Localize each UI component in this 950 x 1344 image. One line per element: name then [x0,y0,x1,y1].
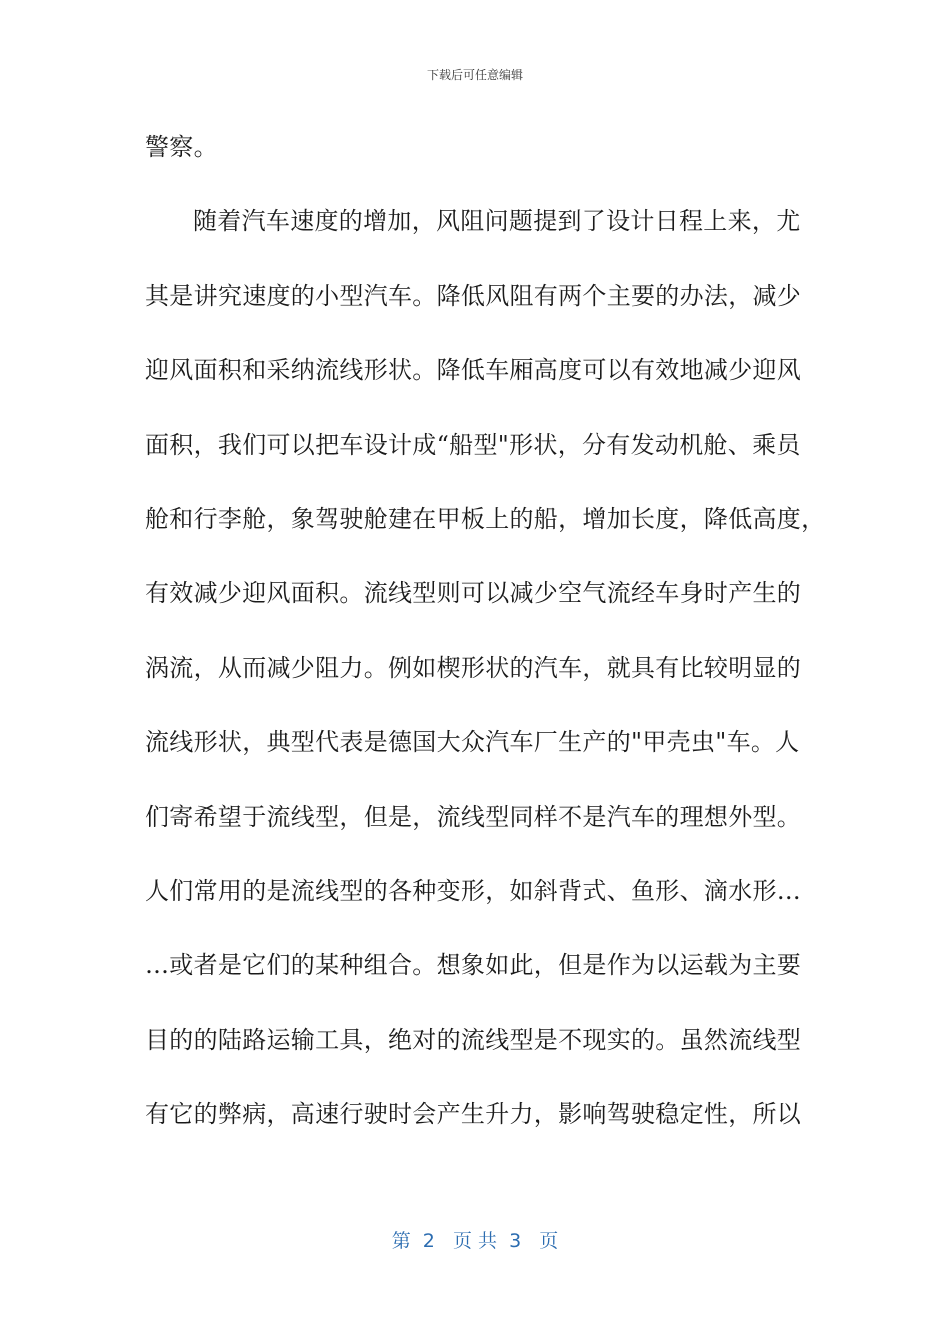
header-note: 下载后可任意编辑 [426,68,523,82]
paragraph-line: 其是讲究速度的小型汽车。降低风阻有两个主要的办法，减少 [145,281,802,310]
paragraph-line: 舱和行李舱，象驾驶舱建在甲板上的船，增加长度，降低高度， [145,504,826,533]
paragraph-line: …或者是它们的某种组合。想象如此，但是作为以运载为主要 [145,951,802,980]
page-number-footer: 第 2 页 共 3 页 [391,1230,559,1252]
paragraph-line: 流线形状，典型代表是德国大众汽车厂生产的"甲壳虫"车。人 [145,728,800,757]
paragraph-line: 有效减少迎风面积。流线型则可以减少空气流经车身时产生的 [145,579,802,608]
paragraph-line: 面积，我们可以把车设计成“船型"形状，分有发动机舱、乘员 [145,430,801,459]
paragraph-line: 迎风面积和采纳流线形状。降低车厢高度可以有效地减少迎风 [145,356,802,385]
paragraph-line: 人们常用的是流线型的各种变形，如斜背式、鱼形、滴水形… [145,876,802,905]
paragraph-line: 涡流，从而减少阻力。例如楔形状的汽车，就具有比较明显的 [145,653,802,682]
paragraph-line: 警察。 [145,133,218,161]
paragraph-line: 有它的弊病，高速行驶时会产生升力，影响驾驶稳定性，所以 [145,1100,802,1129]
paragraph-line: 随着汽车速度的增加，风阻问题提到了设计日程上来，尤 [193,207,801,236]
paragraph-line: 目的的陆路运输工具，绝对的流线型是不现实的。虽然流线型 [145,1025,802,1054]
document-body [145,124,826,1165]
paragraph-line: 们寄希望于流线型，但是，流线型同样不是汽车的理想外型。 [145,802,802,831]
